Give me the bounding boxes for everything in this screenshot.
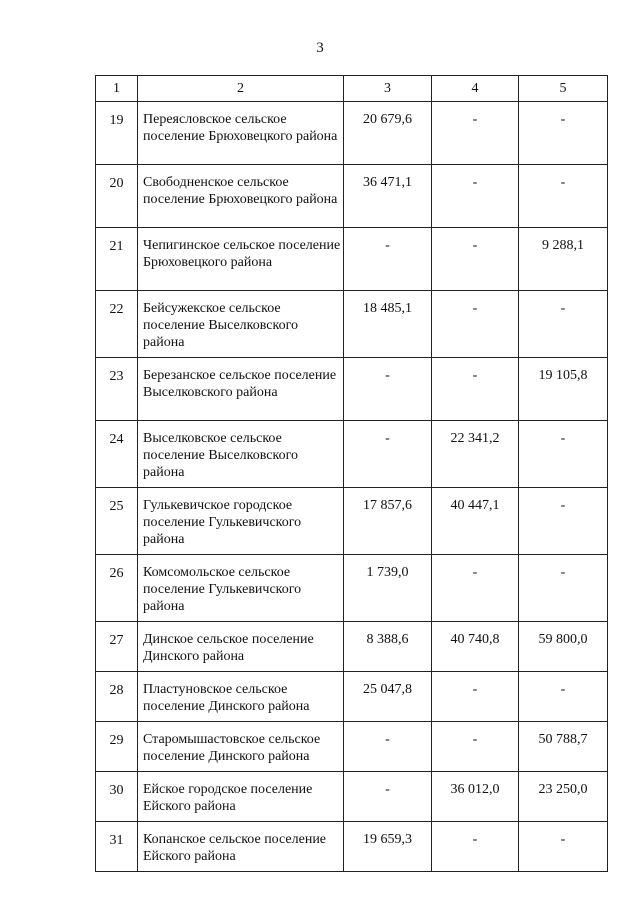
row-number: 31 [96,822,138,872]
table-row [96,358,608,421]
value-col3: - [344,722,432,772]
table-row [96,622,608,672]
header-row [96,76,608,102]
table-row [96,291,608,358]
municipality-name: Свободненское сельское поселение Брюховецкого района [138,165,344,228]
value-col5: - [519,672,608,722]
row-number: 26 [96,555,138,622]
table-row [96,822,608,872]
row-number: 24 [96,421,138,488]
value-col4: 40 447,1 [432,488,519,555]
value-col5: 19 105,8 [519,358,608,421]
row-number: 27 [96,622,138,672]
municipality-name: Старомышастовское сельское поселение Динского района [138,722,344,772]
table-row [96,722,608,772]
row-number: 20 [96,165,138,228]
value-col3: 20 679,6 [344,102,432,165]
value-col5: - [519,822,608,872]
value-col4: - [432,358,519,421]
municipality-name: Копанское сельское поселение Ейского района [138,822,344,872]
table-row [96,555,608,622]
table-row [96,165,608,228]
column-header: 5 [519,76,608,102]
value-col3: 17 857,6 [344,488,432,555]
row-number: 22 [96,291,138,358]
value-col4: - [432,672,519,722]
value-col5: - [519,165,608,228]
column-header: 3 [344,76,432,102]
value-col5: 59 800,0 [519,622,608,672]
table-row [96,102,608,165]
value-col3: 19 659,3 [344,822,432,872]
municipality-name: Динское сельское поселение Динского района [138,622,344,672]
row-number: 19 [96,102,138,165]
value-col5: - [519,488,608,555]
value-col3: 25 047,8 [344,672,432,722]
value-col5: - [519,102,608,165]
value-col4: - [432,822,519,872]
municipality-name: Выселковское сельское поселение Выселковского района [138,421,344,488]
value-col3: - [344,358,432,421]
column-header: 1 [96,76,138,102]
value-col5: - [519,555,608,622]
value-col4: - [432,722,519,772]
municipality-name: Комсомольское сельское поселение Гулькевичского района [138,555,344,622]
value-col4: - [432,102,519,165]
value-col3: 36 471,1 [344,165,432,228]
municipality-name: Березанское сельское поселение Выселковского района [138,358,344,421]
row-number: 30 [96,772,138,822]
table-row [96,228,608,291]
municipality-name: Ейское городское поселение Ейского района [138,772,344,822]
value-col3: - [344,772,432,822]
municipality-name: Пластуновское сельское поселение Динского района [138,672,344,722]
municipality-name: Переясловское сельское поселение Брюховецкого района [138,102,344,165]
table-row [96,772,608,822]
page-number: 3 [316,40,324,56]
data-table [95,75,608,872]
value-col3: 1 739,0 [344,555,432,622]
municipality-name: Чепигинское сельское поселение Брюховецкого района [138,228,344,291]
row-number: 21 [96,228,138,291]
value-col5: 50 788,7 [519,722,608,772]
value-col4: - [432,291,519,358]
column-header: 4 [432,76,519,102]
municipality-name: Бейсужекское сельское поселение Выселковского района [138,291,344,358]
value-col4: 22 341,2 [432,421,519,488]
value-col4: - [432,555,519,622]
value-col3: 8 388,6 [344,622,432,672]
value-col3: - [344,421,432,488]
row-number: 28 [96,672,138,722]
value-col5: - [519,291,608,358]
table-row [96,672,608,722]
table-row [96,421,608,488]
value-col5: 23 250,0 [519,772,608,822]
value-col4: - [432,228,519,291]
value-col3: - [344,228,432,291]
value-col5: - [519,421,608,488]
row-number: 23 [96,358,138,421]
value-col3: 18 485,1 [344,291,432,358]
value-col4: - [432,165,519,228]
value-col5: 9 288,1 [519,228,608,291]
value-col4: 36 012,0 [432,772,519,822]
column-header: 2 [138,76,344,102]
row-number: 25 [96,488,138,555]
value-col4: 40 740,8 [432,622,519,672]
row-number: 29 [96,722,138,772]
table-row [96,488,608,555]
municipality-name: Гулькевичское городское поселение Гулькевичского района [138,488,344,555]
